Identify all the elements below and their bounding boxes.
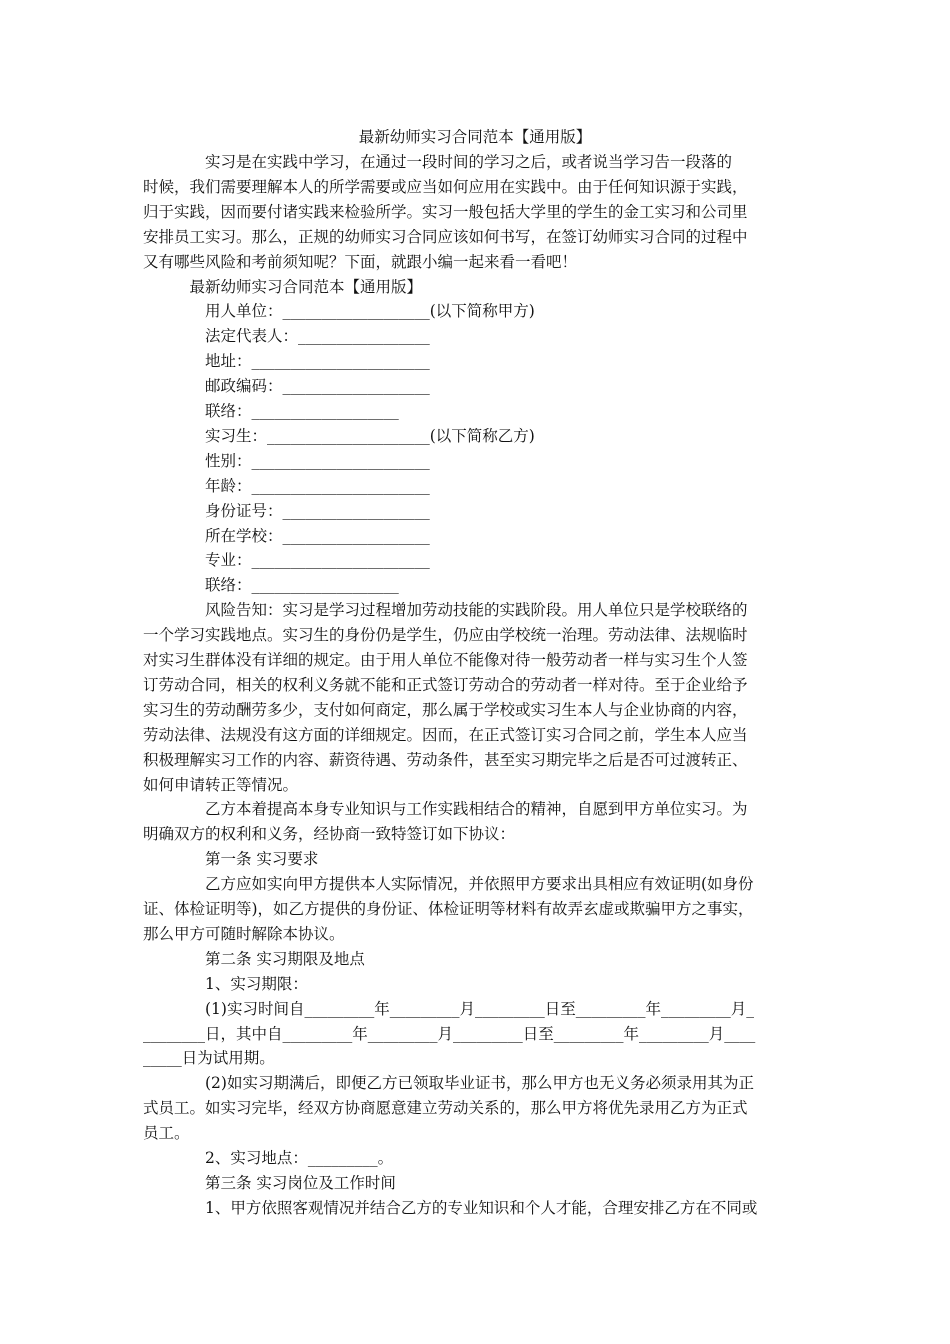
text-line: 地址：_______________________ bbox=[143, 352, 430, 371]
text-line: (2)如实习期满后，即便乙方已领取毕业证书，那么甲方也无义务必须录用其为正 bbox=[143, 1074, 754, 1093]
text-line: 第三条 实习岗位及工作时间 bbox=[143, 1173, 396, 1192]
text-line: 又有哪些风险和考前须知呢？下面，就跟小编一起来看一看吧！ bbox=[143, 252, 578, 271]
text-line: 一个学习实践地点。实习生的身份仍是学生，仍应由学校统一治理。劳动法律、法规临时 bbox=[143, 626, 748, 645]
text-line: 专业：_______________________ bbox=[143, 551, 430, 570]
text-line: 归于实践，因而要付诸实践来检验所学。实习一般包括大学里的学生的金工实习和公司里 bbox=[143, 202, 748, 221]
text-line: 式员工。如实习完毕，经双方协商愿意建立劳动关系的，那么甲方将优先录用乙方为正式 bbox=[143, 1099, 748, 1118]
text-line: 实习生：_____________________(以下简称乙方) bbox=[143, 426, 535, 445]
text-line: 最新幼师实习合同范本【通用版】 bbox=[143, 277, 423, 296]
text-line: 所在学校：___________________ bbox=[143, 526, 430, 545]
text-line: 用人单位：___________________(以下简称甲方) bbox=[143, 302, 535, 321]
text-line: 乙方应如实向甲方提供本人实际情况，并依照甲方要求出具相应有效证明(如身份 bbox=[143, 875, 754, 894]
text-line: 那么甲方可随时解除本协议。 bbox=[143, 924, 345, 943]
document-title: 最新幼师实习合同范本【通用版】 bbox=[358, 128, 592, 146]
text-line: 第一条 实习要求 bbox=[143, 850, 319, 869]
text-line: 安排员工实习。那么，正规的幼师实习合同应该如何书写，在签订幼师实习合同的过程中 bbox=[143, 227, 748, 246]
text-line: 员工。 bbox=[143, 1124, 190, 1143]
text-line: 如何申请转正等情况。 bbox=[143, 775, 299, 794]
text-line: 证、体检证明等)，如乙方提供的身份证、体检证明等材料有故弄玄虚或欺骗甲方之事实， bbox=[143, 900, 754, 918]
text-line: 联络：___________________ bbox=[143, 576, 399, 595]
text-line: 邮政编码：___________________ bbox=[143, 377, 430, 396]
text-line: 实习是在实践中学习，在通过一段时间的学习之后，或者说当学习告一段落的 bbox=[143, 153, 733, 171]
text-line: (1)实习时间自_________年_________月_________日至_________年_________月_ bbox=[143, 999, 754, 1018]
text-line: 联络：___________________ bbox=[143, 402, 399, 420]
text-line: 劳动法律、法规没有这方面的详细规定。因而，在正式签订实习合同之前，学生本人应当 bbox=[143, 725, 748, 744]
text-line: 身份证号：___________________ bbox=[143, 501, 430, 520]
text-line: 性别：_______________________ bbox=[143, 451, 430, 470]
text-line: 明确双方的权利和义务，经协商一致特签订如下协议： bbox=[143, 825, 516, 844]
text-line: 实习生的劳动酬劳多少，支付如何商定，那么属于学校或实习生本人与企业协商的内容， bbox=[143, 700, 748, 719]
text-line: 时候，我们需要理解本人的所学需要或应当如何应用在实践中。由于任何知识源于实践， bbox=[143, 177, 748, 196]
text-line: 法定代表人：_________________ bbox=[143, 327, 430, 346]
text-line: 1、实习期限： bbox=[143, 974, 308, 993]
text-line: 1、甲方依照客观情况并结合乙方的专业知识和个人才能，合理安排乙方在不同或 bbox=[143, 1198, 758, 1217]
text-line: 第二条 实习期限及地点 bbox=[143, 949, 365, 968]
text-line: 年龄：_______________________ bbox=[143, 476, 430, 495]
text-line: 乙方本着提高本身专业知识与工作实践相结合的精神，自愿到甲方单位实习。为 bbox=[143, 800, 748, 819]
text-line: 积极理解实习工作的内容、薪资待遇、劳动条件，甚至实习期完毕之后是否可过渡转正、 bbox=[143, 750, 748, 769]
text-line: 对实习生群体没有详细的规定。由于用人单位不能像对待一般劳动者一样与实习生个人签 bbox=[143, 651, 748, 669]
text-line: 风险告知：实习是学习过程增加劳动技能的实践阶段。用人单位只是学校联络的 bbox=[143, 601, 748, 620]
text-line: _____日为试用期。 bbox=[143, 1049, 275, 1068]
text-line: 2、实习地点：_________。 bbox=[143, 1149, 394, 1167]
text-line: 订劳动合同，相关的权利义务就不能和正式签订劳动合的劳动者一样对待。至于企业给予 bbox=[143, 675, 748, 694]
text-line: ________日，其中自_________年_________月_________日至_________年_________月____ bbox=[143, 1024, 756, 1043]
